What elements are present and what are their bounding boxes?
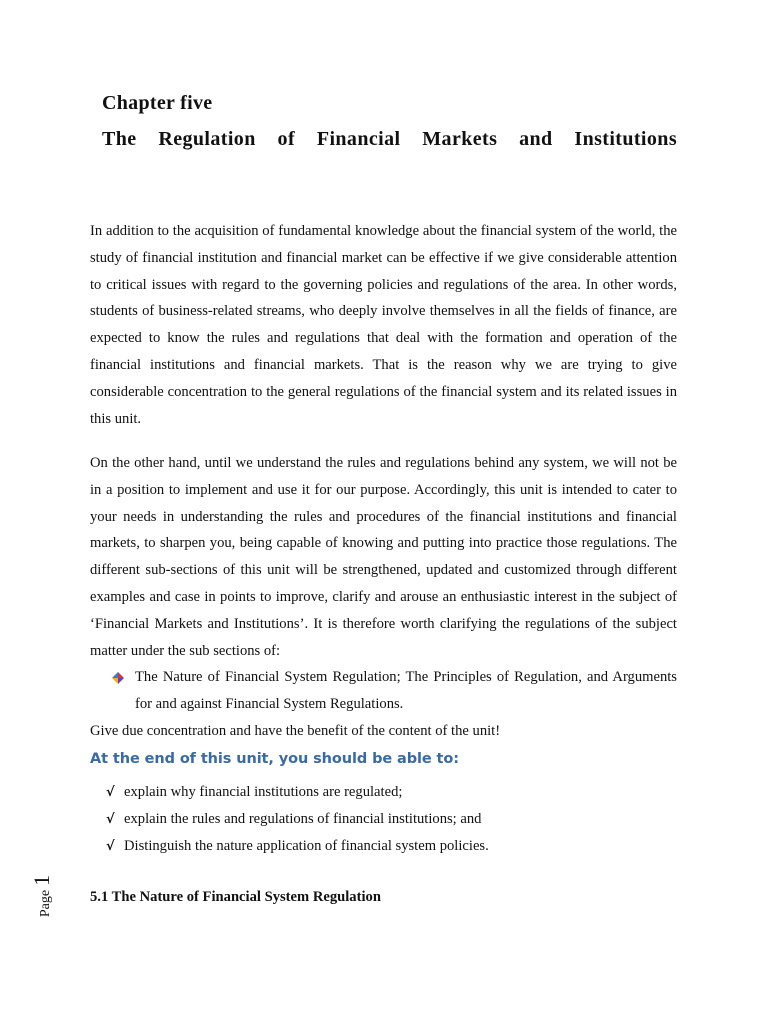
check-mark-icon: √: [106, 812, 115, 827]
objectives-heading: At the end of this unit, you should be able to:: [90, 751, 459, 767]
section-heading: 5.1 The Nature of Financial System Regulation: [90, 889, 381, 905]
objective-item: [106, 779, 489, 806]
chapter-label: Chapter five: [102, 92, 213, 114]
subsection-bullet: [112, 664, 677, 718]
check-mark-icon: √: [106, 839, 115, 854]
objective-text: explain the rules and regulations of financial institutions; and: [124, 811, 482, 827]
bullet-text: The Nature of Financial System Regulation; The Principles of Regulation, and Arguments for and against Financial System Regulations.: [135, 669, 677, 712]
objectives-list: [106, 779, 489, 860]
diamond-bullet-icon: [112, 672, 124, 684]
intro-paragraph: In addition to the acquisition of fundamental knowledge about the financial system of the world, the study of financial institution and financial market can be effective if we give considerable attention to critical issues with regard to the governing policies and regulations of the area. In other words, students of business-related streams, who deeply involve themselves in all the fields of finance, are expected to know the rules and regulations that deal with the formation and operation of the financial institutions and financial markets. That is the reason why we are trying to give considerable concentration to the general regulations of the financial system and its related issues in this unit.: [90, 223, 677, 427]
check-mark-icon: √: [106, 785, 115, 800]
page-number-value: 1: [29, 874, 54, 886]
chapter-title: The Regulation of Financial Markets and Institutions: [102, 128, 677, 150]
page-label: Page: [38, 889, 53, 918]
objective-text: Distinguish the nature application of financial system policies.: [124, 838, 489, 854]
objective-item: [106, 833, 489, 860]
page-number: [30, 870, 54, 922]
objective-item: [106, 806, 489, 833]
context-paragraph: On the other hand, until we understand the rules and regulations behind any system, we will not be in a position to implement and use it for our purpose. Accordingly, this unit is intended to cater to your needs in understanding the rules and procedures of the financial institutions and financial markets, to sharpen you, being capable of knowing and putting into practice those regulations. The different sub-sections of this unit will be strengthened, updated and customized through different examples and case in points to improve, clarify and arouse an enthusiastic interest in the subject of ‘Financial Markets and Institutions’. It is therefore worth clarifying the regulations of the subject matter under the sub sections of:: [90, 455, 677, 659]
closing-sentence: Give due concentration and have the benefit of the content of the unit!: [90, 723, 501, 739]
objective-text: explain why financial institutions are regulated;: [124, 784, 403, 800]
